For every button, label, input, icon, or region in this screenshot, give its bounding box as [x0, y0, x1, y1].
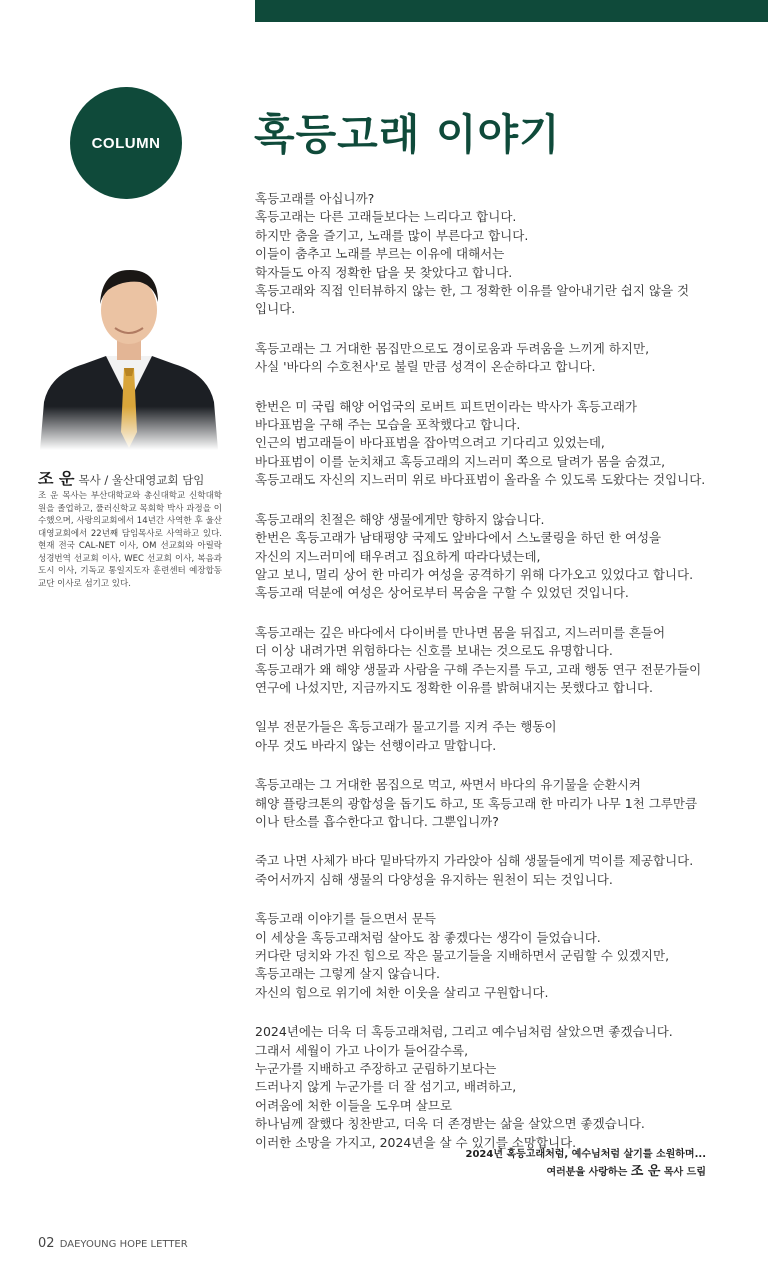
body-line: 드러나지 않게 누군가를 더 잘 섬기고, 배려하고,	[255, 1079, 517, 1095]
body-line: 어려움에 처한 이들을 도우며 살므로	[255, 1097, 453, 1113]
body-line: 자신의 지느러미에 태우려고 집요하게 따라다녔는데,	[255, 548, 541, 564]
body-line: 인근의 범고래들이 바다표범을 잡아먹으려고 기다리고 있었는데,	[255, 435, 605, 451]
body-line: 한번은 미 국립 해양 어업국의 로버트 피트먼이라는 박사가 혹등고래가	[255, 398, 637, 414]
body-paragraph	[255, 852, 715, 889]
body-paragraph	[255, 718, 715, 755]
body-line: 혹등고래는 다른 고래들보다는 느리다고 합니다.	[255, 209, 517, 225]
body-paragraph	[255, 190, 715, 319]
signoff	[466, 1146, 707, 1181]
body-paragraph	[255, 910, 715, 1002]
body-paragraph	[255, 776, 715, 831]
body-line: 2024년에는 더욱 더 혹등고래처럼, 그리고 예수님처럼 살았으면 좋겠습니다.	[255, 1024, 673, 1040]
author-photo	[36, 252, 222, 450]
body-line: 혹등고래는 그 거대한 몸집만으로도 경이로움과 두려움을 느끼게 하지만,	[255, 340, 650, 356]
body-line: 이러한 소망을 가지고, 2024년을 살 수 있기를 소망합니다.	[255, 1134, 577, 1150]
body-line: 학자들도 아직 정확한 답을 못 찾았다고 합니다.	[255, 264, 513, 280]
column-body	[255, 190, 715, 1173]
body-line: 알고 보니, 멀리 상어 한 마리가 여성을 공격하기 위해 다가오고 있었다고 합니다.	[255, 566, 694, 582]
body-line: 혹등고래를 아십니까?	[255, 191, 375, 206]
body-line: 입니다.	[255, 301, 296, 317]
author-bio: 조 운 목사는 부산대학교와 총신대학교 신학대학원을 졸업하고, 풀러신학교 목회학 박사 과정을 이수했으며, 사랑의교회에서 14년간 사역한 후 울산 대영교회에서 22년째 담임목사로 사역하고 있다. 현재 전국 CAL-NET 이사, OM 선교회와 아릴락 성경번역 선교회 이사, WEC 선교회 이사, 복음과 도시 이사, 기독교 통일지도자 훈련센터 예장합동 교단 이사로 섬기고 있다.	[38, 491, 222, 589]
body-paragraph	[255, 398, 715, 490]
column-badge-label: COLUMN	[91, 134, 161, 152]
body-line: 하지만 춤을 즐기고, 노래를 많이 부른다고 합니다.	[255, 227, 529, 243]
body-paragraph	[255, 511, 715, 603]
body-line: 혹등고래는 깊은 바다에서 다이버를 만나면 몸을 뒤집고, 지느러미를 흔들어	[255, 624, 666, 640]
body-line: 사실 '바다의 수호천사'로 불릴 만큼 성격이 온순하다고 합니다.	[255, 359, 596, 375]
body-line: 하나님께 잘했다 칭찬받고, 더욱 더 존경받는 삶을 살았으면 좋겠습니다.	[255, 1116, 645, 1132]
body-line: 누군가를 지배하고 주장하고 군림하기보다는	[255, 1061, 497, 1077]
body-line: 그래서 세월이 가고 나이가 들어갈수록,	[255, 1042, 469, 1058]
page-number: 02	[38, 1236, 55, 1251]
body-line: 한번은 혹등고래가 남태평양 국제도 앞바다에서 스노쿨링을 하던 한 여성을	[255, 530, 662, 546]
signoff-prefix: 여러분을 사랑하는	[546, 1167, 628, 1178]
body-line: 연구에 나섰지만, 지금까지도 정확한 이유를 밝혀내지는 못했다고 합니다.	[255, 679, 654, 695]
body-line: 해양 플랑크톤의 광합성을 돕기도 하고, 또 혹등고래 한 마리가 나무 1천 그루만큼	[255, 795, 698, 811]
body-line: 혹등고래의 친절은 해양 생물에게만 향하지 않습니다.	[255, 511, 545, 527]
body-line: 혹등고래가 왜 해양 생물과 사람을 구해 주는지를 두고, 고래 행동 연구 전문가들이	[255, 661, 702, 677]
author-name: 조 운	[38, 469, 75, 488]
body-line: 혹등고래도 자신의 지느러미 위로 바다표범이 올라올 수 있도록 도왔다는 것입니다.	[255, 472, 706, 488]
signoff-line-1: 2024년 혹등고래처럼, 예수님처럼 살기를 소원하며...	[465, 1149, 706, 1160]
page-footer	[38, 1236, 188, 1251]
body-line: 이 세상을 혹등고래처럼 살아도 참 좋겠다는 생각이 들었습니다.	[255, 929, 601, 945]
signoff-suffix: 목사 드림	[663, 1167, 706, 1178]
author-name-line	[38, 466, 204, 489]
body-line: 커다란 덩치와 가진 힘으로 작은 물고기들을 지배하면서 군림할 수 있겠지만,	[255, 948, 670, 963]
body-paragraph	[255, 1023, 715, 1152]
publication-name: DAEYOUNG HOPE LETTER	[59, 1239, 188, 1250]
column-badge	[70, 87, 182, 199]
signoff-line-2	[466, 1163, 707, 1181]
header-accent-bar	[255, 0, 768, 22]
body-line: 이나 탄소를 흡수한다고 합니다. 그뿐입니까?	[255, 813, 499, 829]
body-line: 혹등고래는 그 거대한 몸집으로 먹고, 싸면서 바다의 유기물을 순환시켜	[255, 777, 641, 793]
body-paragraph	[255, 624, 715, 698]
body-line: 바다표범을 구해 주는 모습을 포착했다고 합니다.	[255, 417, 521, 433]
body-line: 죽고 나면 사체가 바다 밑바닥까지 가라앉아 심해 생물들에게 먹이를 제공합니다.	[255, 853, 694, 869]
author-role: 목사 / 울산대영교회 담임	[78, 473, 205, 487]
body-line: 죽어서까지 심해 생물의 다양성을 유지하는 원천이 되는 것입니다.	[255, 871, 613, 887]
body-line: 자신의 힘으로 위기에 처한 이웃을 살리고 구원합니다.	[255, 984, 549, 1000]
signoff-name: 조 운	[630, 1164, 661, 1179]
body-line: 바다표범이 이를 눈치채고 혹등고래의 지느러미 쪽으로 달려가 몸을 숨겼고,	[255, 453, 666, 469]
body-line: 이들이 춤추고 노래를 부르는 이유에 대해서는	[255, 246, 505, 262]
body-line: 혹등고래 이야기를 들으면서 문득	[255, 911, 436, 927]
body-line: 혹등고래 덕분에 여성은 상어로부터 목숨을 구할 수 있었던 것입니다.	[255, 585, 629, 601]
body-line: 더 이상 내려가면 위험하다는 신호를 보내는 것으로도 유명합니다.	[255, 643, 613, 659]
body-line: 아무 것도 바라지 않는 선행이라고 말합니다.	[255, 737, 497, 753]
body-line: 일부 전문가들은 혹등고래가 물고기를 지켜 주는 행동이	[255, 719, 557, 735]
page-title: 혹등고래 이야기	[254, 110, 561, 159]
body-line: 혹등고래는 그렇게 살지 않습니다.	[255, 966, 440, 982]
body-line: 혹등고래와 직접 인터뷰하지 않는 한, 그 정확한 이유를 알아내기란 쉽지 않을 것	[255, 283, 690, 299]
body-paragraph	[255, 340, 715, 377]
